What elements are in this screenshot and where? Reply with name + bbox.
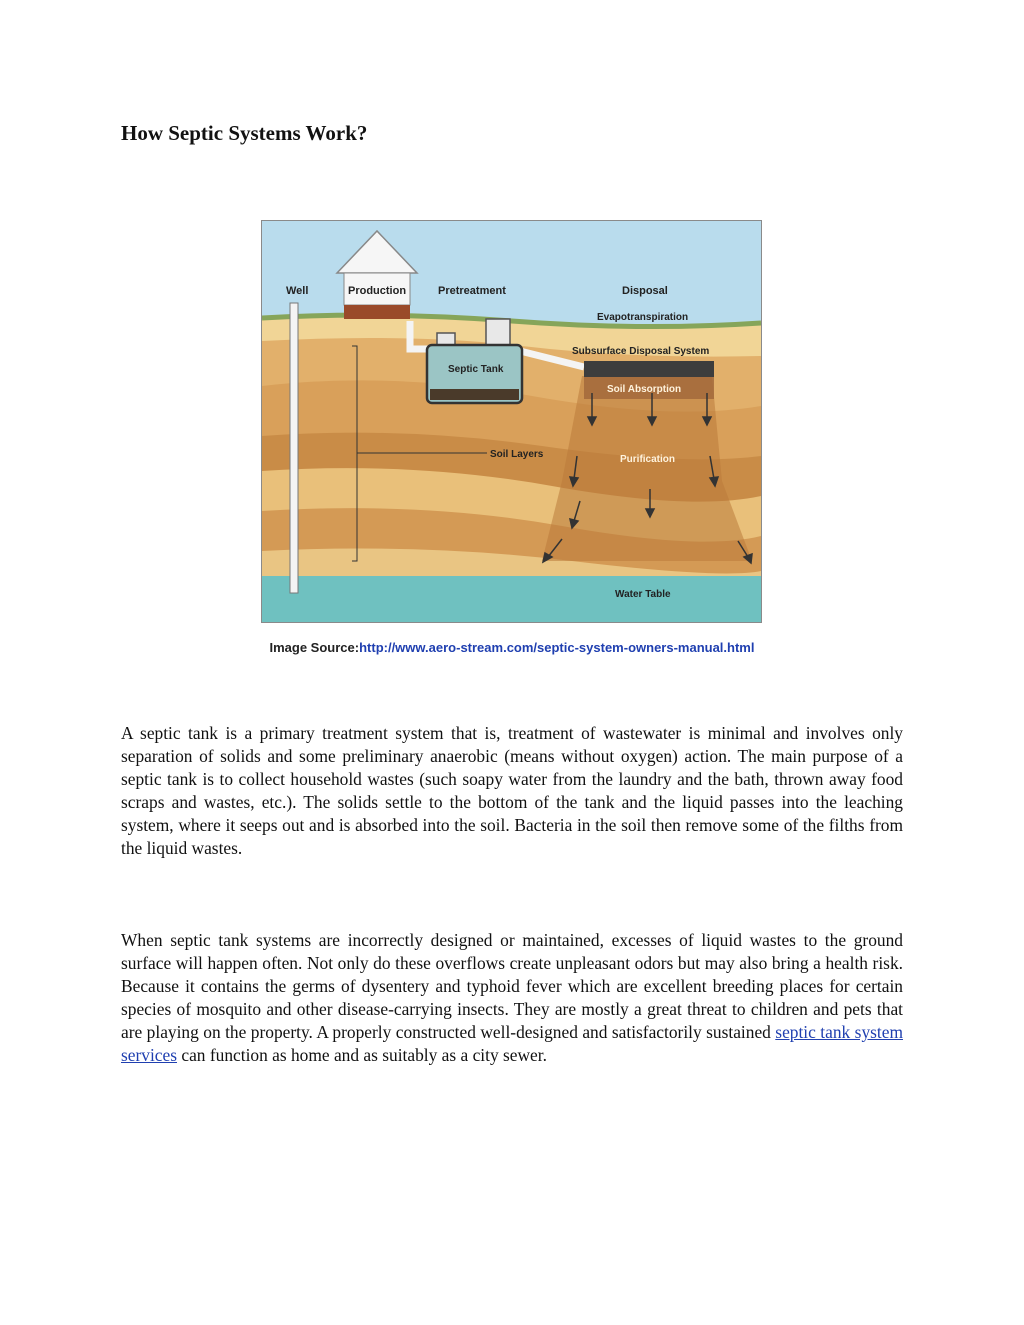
water-table	[262, 576, 761, 622]
septic-services-link[interactable]: septic tank system services	[121, 1022, 903, 1066]
house-foundation	[344, 305, 410, 319]
paragraph-2-text: When septic tank systems are incorrectly designed or maintained, excesses of liquid wastes to the ground surface will happen often. Not only do these overflows create unpleasant odors but may also bring a health risk. Because it contains the germs of dysentery and typhoid fever which are excellent breeding places for certain species of mosquito and other disease-carrying insects. They are mostly a great threat to children and pets that are playing on the property. A properly constructed well-designed and satisfactorily sustained	[121, 930, 903, 1043]
page-title: How Septic Systems Work?	[121, 121, 368, 145]
label-purification: Purification	[620, 454, 676, 465]
paragraph-2-tail: can function as home and as suitably as a city sewer.	[177, 1045, 547, 1066]
image-caption	[0, 640, 1024, 655]
label-pretreatment: Pretreatment	[438, 285, 506, 297]
label-well: Well	[286, 285, 309, 297]
label-septic-tank: Septic Tank	[448, 364, 504, 375]
diagram-svg	[262, 221, 761, 622]
tank-riser-right	[486, 319, 510, 347]
tank-sludge	[430, 389, 519, 400]
paragraph-1: A septic tank is a primary treatment system that is, treatment of wastewater is minimal and involves only separation of solids and some preliminary anaerobic (means without oxygen) action. The main purpose of a septic tank is to collect household wastes (such soapy water from the laundry and the bath, thrown away food scraps and wastes, etc.). The solids settle to the bottom of the tank and the liquid passes into the leaching system, where it seeps out and is absorbed into the soil. Bacteria in the soil then remove some of the filths from the liquid wastes.	[121, 723, 903, 859]
caption-prefix: Image Source:	[269, 640, 360, 655]
label-soil-absorption: Soil Absorption	[607, 384, 682, 395]
image-source-link[interactable]: http://www.aero-stream.com/septic-system-owners-manual.html	[359, 640, 755, 655]
label-subsurface-disposal-system: Subsurface Disposal System	[572, 346, 710, 357]
disposal-bed	[584, 361, 714, 377]
septic-system-diagram	[261, 220, 762, 623]
label-water-table: Water Table	[615, 589, 671, 600]
label-evapotranspiration: Evapotranspiration	[597, 312, 689, 323]
label-disposal: Disposal	[622, 285, 668, 297]
label-production: Production	[348, 285, 407, 297]
label-soil-layers: Soil Layers	[490, 449, 544, 460]
paragraph-2	[121, 929, 903, 1068]
well-pipe	[290, 303, 298, 593]
